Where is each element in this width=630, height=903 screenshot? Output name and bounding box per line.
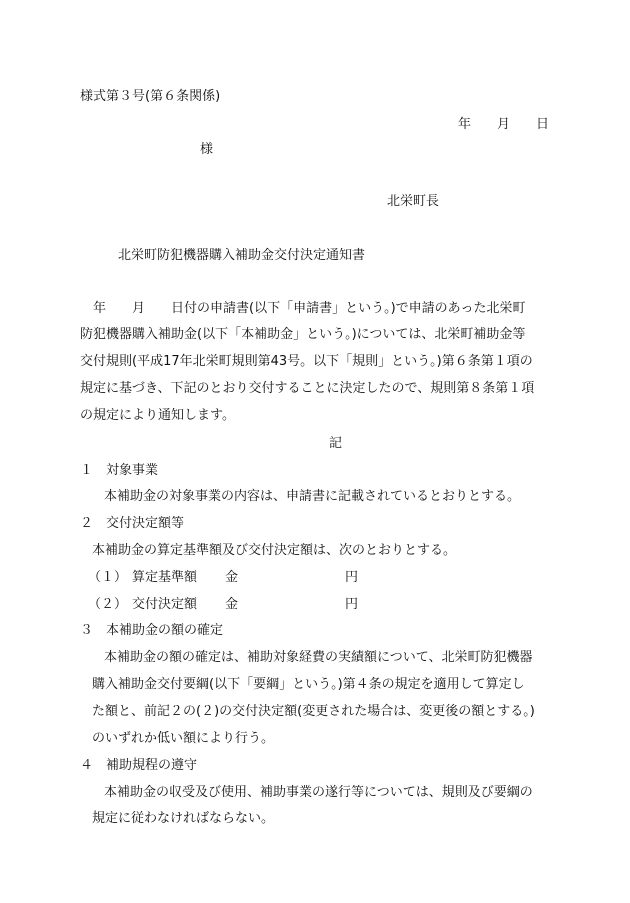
intro-line: 規定に基づき、下記のとおり交付することに決定したので、規則第８条第１項 — [80, 381, 535, 396]
section-line: 本補助金の算定基準額及び交付決定額は、次のとおりとする。 — [92, 543, 457, 558]
document-title: 北栄町防犯機器購入補助金交付決定通知書 — [118, 248, 366, 263]
section-line: た額と、前記２の(２)の交付決定額(変更された場合は、変更後の額とする。) — [92, 704, 535, 719]
section-heading: ２ 交付決定額等 — [80, 516, 185, 531]
section-line: のいずれか低い額により行う。 — [92, 731, 275, 746]
date-line: 年 月 日 — [458, 117, 550, 132]
section-line: 本補助金の収受及び使用、補助事業の遂行等については、規則及び要綱の — [104, 785, 533, 800]
amount-label: 算定基準額 — [132, 570, 198, 585]
amount-unit: 円 — [345, 570, 359, 585]
amount-unit: 円 — [345, 597, 359, 612]
intro-line: 防犯機器購入補助金(以下「本補助金」という。)については、北栄町補助金等 — [80, 327, 526, 342]
section-line: 購入補助金交付要綱(以下「要綱」という。)第４条の規定を適用して算定し — [92, 677, 525, 692]
addressee-suffix: 様 — [200, 142, 214, 157]
sender-name: 北栄町長 — [387, 194, 440, 209]
section-heading: ４ 補助規程の遵守 — [80, 758, 198, 773]
intro-line: 年 月 日付の申請書(以下「申請書」という。)で申請のあった北栄町 — [93, 301, 526, 316]
section-line: 規定に従わなければならない。 — [92, 811, 275, 826]
amount-label: 交付決定額 — [132, 597, 198, 612]
amount-number: （１） — [88, 570, 128, 585]
intro-line: の規定により通知します。 — [80, 408, 235, 423]
form-number: 様式第３号(第６条関係) — [80, 89, 221, 104]
ki-heading: 記 — [329, 436, 343, 451]
section-line: 本補助金の額の確定は、補助対象経費の実績額について、北栄町防犯機器 — [104, 650, 533, 665]
amount-number: （２） — [88, 597, 128, 612]
amount-prefix: 金 — [225, 570, 239, 585]
amount-prefix: 金 — [225, 597, 239, 612]
section-heading: ３ 本補助金の額の確定 — [80, 623, 224, 638]
section-heading: １ 対象事業 — [80, 463, 159, 478]
intro-line: 交付規則(平成17年北栄町規則第43号。以下「規則」という。)第６条第１項の — [80, 354, 533, 369]
section-line: 本補助金の対象事業の内容は、申請書に記載されているとおりとする。 — [104, 489, 521, 504]
